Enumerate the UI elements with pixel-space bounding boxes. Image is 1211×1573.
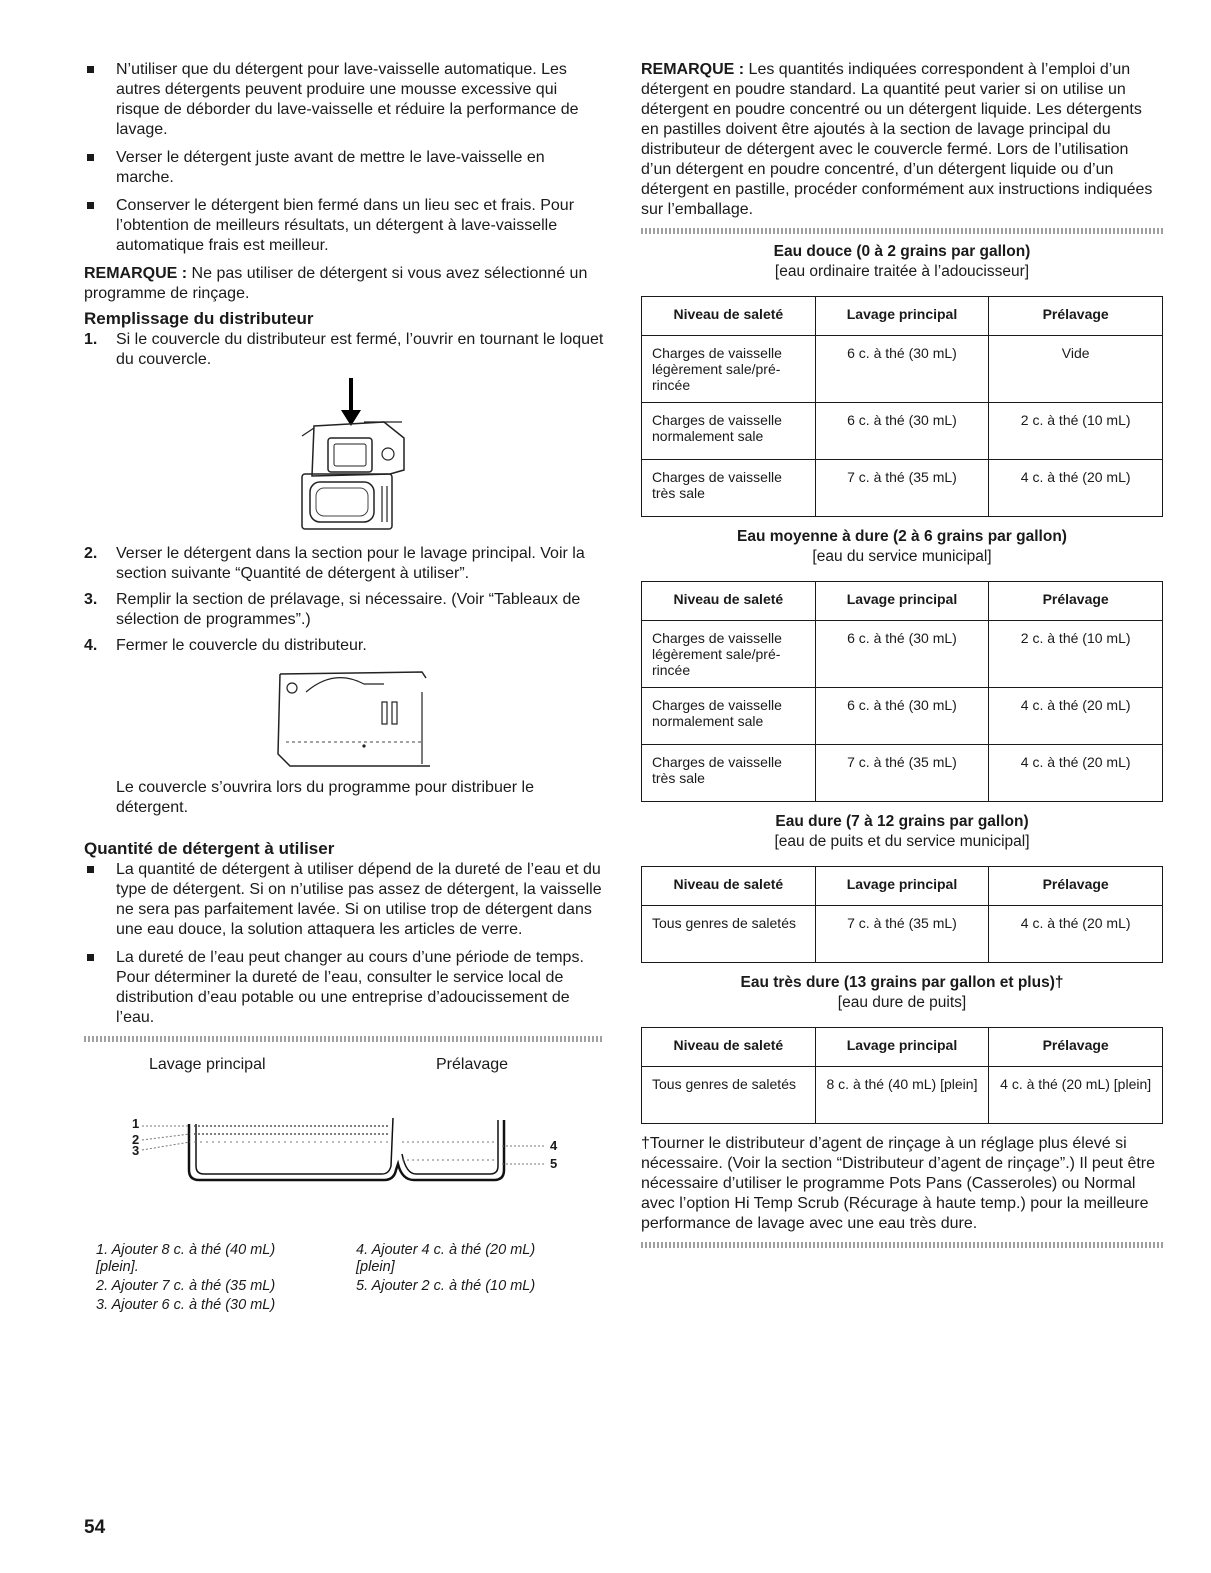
- cup-diagram-svg: [84, 1084, 604, 1244]
- table-row: [642, 745, 1163, 802]
- table-header-row: [642, 582, 1163, 621]
- table-row: [642, 621, 1163, 688]
- bullet-icon: [87, 202, 94, 209]
- table-header-cell: Lavage principal: [815, 1028, 989, 1067]
- table-header-cell: Lavage principal: [815, 297, 989, 336]
- table-header-cell: Niveau de saleté: [642, 582, 816, 621]
- bullet-item: Conserver le détergent bien fermé dans un lieu sec et frais. Pour l’obtention de meilleurs résultats, un détergent à lave-vaisselle automatique frais est meilleur.: [84, 196, 604, 256]
- captions-right: [356, 1242, 586, 1295]
- bullet-icon: [87, 154, 94, 161]
- cover-note: Le couvercle s’ouvrira lors du programme pour distribuer le détergent.: [116, 779, 534, 816]
- table-row: [642, 906, 1163, 963]
- table-header-cell: Niveau de saleté: [642, 297, 816, 336]
- dotted-divider: [641, 1242, 1163, 1248]
- section-heading-quantity: Quantité de détergent à utiliser: [84, 839, 335, 858]
- table-cell: Vide: [989, 336, 1163, 403]
- detergent-table: [641, 866, 1163, 963]
- table-cell: 4 c. à thé (20 mL) [plein]: [989, 1067, 1163, 1124]
- mark-5: 5: [550, 1156, 558, 1171]
- caption-item: 3. Ajouter 6 c. à thé (30 mL): [96, 1297, 276, 1313]
- mark-1: 1: [132, 1116, 140, 1131]
- diagram-captions: [84, 1242, 604, 1322]
- table-cell: Charges de vaisselle normalement sale: [642, 403, 816, 460]
- table-cell: 7 c. à thé (35 mL): [815, 906, 989, 963]
- footnote: †Tourner le distributeur d’agent de rinçage à un réglage plus élevé si nécessaire. (Voir la section “Distributeur d’agent de rinçage”.) Il peut être nécessaire d’utiliser le programme Pots Pans (Casseroles) ou Normal avec l’option Hi Temp Scrub (Récurage à haute temp.) pour la meilleure performance de lavage avec une eau très dure.: [641, 1135, 1156, 1232]
- bullet-item: La quantité de détergent à utiliser dépend de la dureté de l’eau et du type de détergent. Si on n’utilise pas assez de détergent, la vaisselle ne sera pas parfaitement lavée. Si on utilise trop de détergent dans une eau douce, la solution attaquera les articles de verre.: [84, 860, 604, 940]
- table-cell: 4 c. à thé (20 mL): [989, 460, 1163, 517]
- bullet-item: Verser le détergent juste avant de mettre le lave-vaisselle en marche.: [84, 148, 604, 188]
- right-column: [641, 60, 1163, 1248]
- table-subtitle: [eau dure de puits]: [837, 994, 967, 1011]
- table-cell: 2 c. à thé (10 mL): [989, 621, 1163, 688]
- bullet-item: N’utiliser que du détergent pour lave-vaisselle automatique. Les autres détergents peuvent produire une mousse excessive qui risque de déborder du lave-vaisselle et réduire la performance de lavage.: [84, 60, 604, 140]
- note-paragraph: REMARQUE : Ne pas utiliser de détergent si vous avez sélectionné un programme de rinçage.: [84, 265, 588, 302]
- detergent-cup-diagram: [84, 1056, 604, 1246]
- table-header-cell: Prélavage: [989, 582, 1163, 621]
- mark-2: 2: [132, 1132, 140, 1147]
- table-cell: Charges de vaisselle très sale: [642, 460, 816, 517]
- mark-3: 3: [132, 1143, 140, 1158]
- dotted-divider: [641, 228, 1163, 234]
- note-paragraph: REMARQUE : Les quantités indiquées correspondent à l’emploi d’un détergent en poudre standard. La quantité peut varier si on utilise un détergent en poudre concentré ou un détergent liquide. Les détergents en pastilles doivent être ajoutés à la section de lavage principal du distributeur de détergent avec le couvercle fermé. Lors de l’utilisation d’un détergent en poudre concentré, d’un détergent liquide ou d’un détergent en pastille, procéder conformément aux instructions indiquées sur l’emballage.: [641, 61, 1153, 218]
- table-row: [642, 336, 1163, 403]
- table-cell: 7 c. à thé (35 mL): [815, 460, 989, 517]
- table-cell: 6 c. à thé (30 mL): [815, 403, 989, 460]
- table-title: Eau dure (7 à 12 grains par gallon): [775, 813, 1029, 830]
- table-title: Eau très dure (13 grains par gallon et plus)†: [740, 974, 1064, 991]
- table-header-row: [642, 297, 1163, 336]
- table-cell: 4 c. à thé (20 mL): [989, 906, 1163, 963]
- step-item: 2. Verser le détergent dans la section pour le lavage principal. Voir la section suivante “Quantité de détergent à utiliser”.: [84, 545, 585, 582]
- table-cell: 6 c. à thé (30 mL): [815, 621, 989, 688]
- detergent-tables: [641, 242, 1163, 1124]
- table-cell: Charges de vaisselle légèrement sale/pré-rincée: [642, 621, 816, 688]
- table-cell: 8 c. à thé (40 mL) [plein]: [815, 1067, 989, 1124]
- table-cell: 2 c. à thé (10 mL): [989, 403, 1163, 460]
- bullet-icon: [87, 66, 94, 73]
- bullet-item: La dureté de l’eau peut changer au cours d’une période de temps. Pour déterminer la dureté de l’eau, consulter le service local de distribution d’eau potable ou une entreprise d’adoucissement de l’eau.: [84, 948, 604, 1028]
- step-item: 3. Remplir la section de prélavage, si nécessaire. (Voir “Tableaux de sélection de programmes”.): [84, 591, 581, 628]
- left-column: [84, 60, 604, 1322]
- step-item: 4. Fermer le couvercle du distributeur.: [84, 637, 367, 654]
- table-subtitle: [eau ordinaire traitée à l’adoucisseur]: [774, 263, 1030, 280]
- table-title: Eau douce (0 à 2 grains par gallon): [773, 243, 1031, 260]
- table-header-row: [642, 1028, 1163, 1067]
- table-cell: 4 c. à thé (20 mL): [989, 745, 1163, 802]
- table-cell: Tous genres de saletés: [642, 906, 816, 963]
- dotted-divider: [84, 1036, 604, 1042]
- label-prewash: Prélavage: [436, 1056, 509, 1073]
- dispenser-closed-illustration: [84, 662, 604, 772]
- table-title: Eau moyenne à dure (2 à 6 grains par gallon): [737, 528, 1067, 545]
- table-cell: 6 c. à thé (30 mL): [815, 336, 989, 403]
- table-cell: Tous genres de saletés: [642, 1067, 816, 1124]
- table-cell: 7 c. à thé (35 mL): [815, 745, 989, 802]
- table-row: [642, 403, 1163, 460]
- table-header-cell: Prélavage: [989, 1028, 1163, 1067]
- table-header-cell: Niveau de saleté: [642, 867, 816, 906]
- table-header-cell: Lavage principal: [815, 867, 989, 906]
- table-header-cell: Prélavage: [989, 297, 1163, 336]
- bullet-icon: [87, 866, 94, 873]
- table-header-row: [642, 867, 1163, 906]
- caption-item: 1. Ajouter 8 c. à thé (40 mL) [plein].: [96, 1242, 276, 1275]
- table-header-cell: Prélavage: [989, 867, 1163, 906]
- table-row: [642, 1067, 1163, 1124]
- dispenser-open-illustration: [84, 376, 604, 536]
- captions-left: [96, 1242, 336, 1314]
- table-header-cell: Niveau de saleté: [642, 1028, 816, 1067]
- table-row: [642, 688, 1163, 745]
- detergent-table: [641, 1027, 1163, 1124]
- caption-item: 2. Ajouter 7 c. à thé (35 mL): [96, 1278, 276, 1294]
- bullet-icon: [87, 954, 94, 961]
- table-cell: Charges de vaisselle très sale: [642, 745, 816, 802]
- detergent-table: [641, 296, 1163, 517]
- caption-item: 5. Ajouter 2 c. à thé (10 mL): [356, 1278, 536, 1294]
- table-row: [642, 460, 1163, 517]
- table-cell: 6 c. à thé (30 mL): [815, 688, 989, 745]
- detergent-table: [641, 581, 1163, 802]
- table-cell: Charges de vaisselle légèrement sale/pré-rincée: [642, 336, 816, 403]
- label-main-wash: Lavage principal: [149, 1056, 266, 1073]
- section-heading-fill: Remplissage du distributeur: [84, 309, 314, 328]
- table-cell: 4 c. à thé (20 mL): [989, 688, 1163, 745]
- caption-item: 4. Ajouter 4 c. à thé (20 mL) [plein]: [356, 1242, 536, 1275]
- table-header-cell: Lavage principal: [815, 582, 989, 621]
- step-item: 1. Si le couvercle du distributeur est fermé, l’ouvrir en tournant le loquet du couvercle.: [84, 331, 604, 368]
- page-number: 54: [84, 1517, 106, 1538]
- table-cell: Charges de vaisselle normalement sale: [642, 688, 816, 745]
- mark-4: 4: [550, 1138, 558, 1153]
- table-subtitle: [eau de puits et du service municipal]: [774, 833, 1030, 850]
- table-subtitle: [eau du service municipal]: [812, 548, 992, 565]
